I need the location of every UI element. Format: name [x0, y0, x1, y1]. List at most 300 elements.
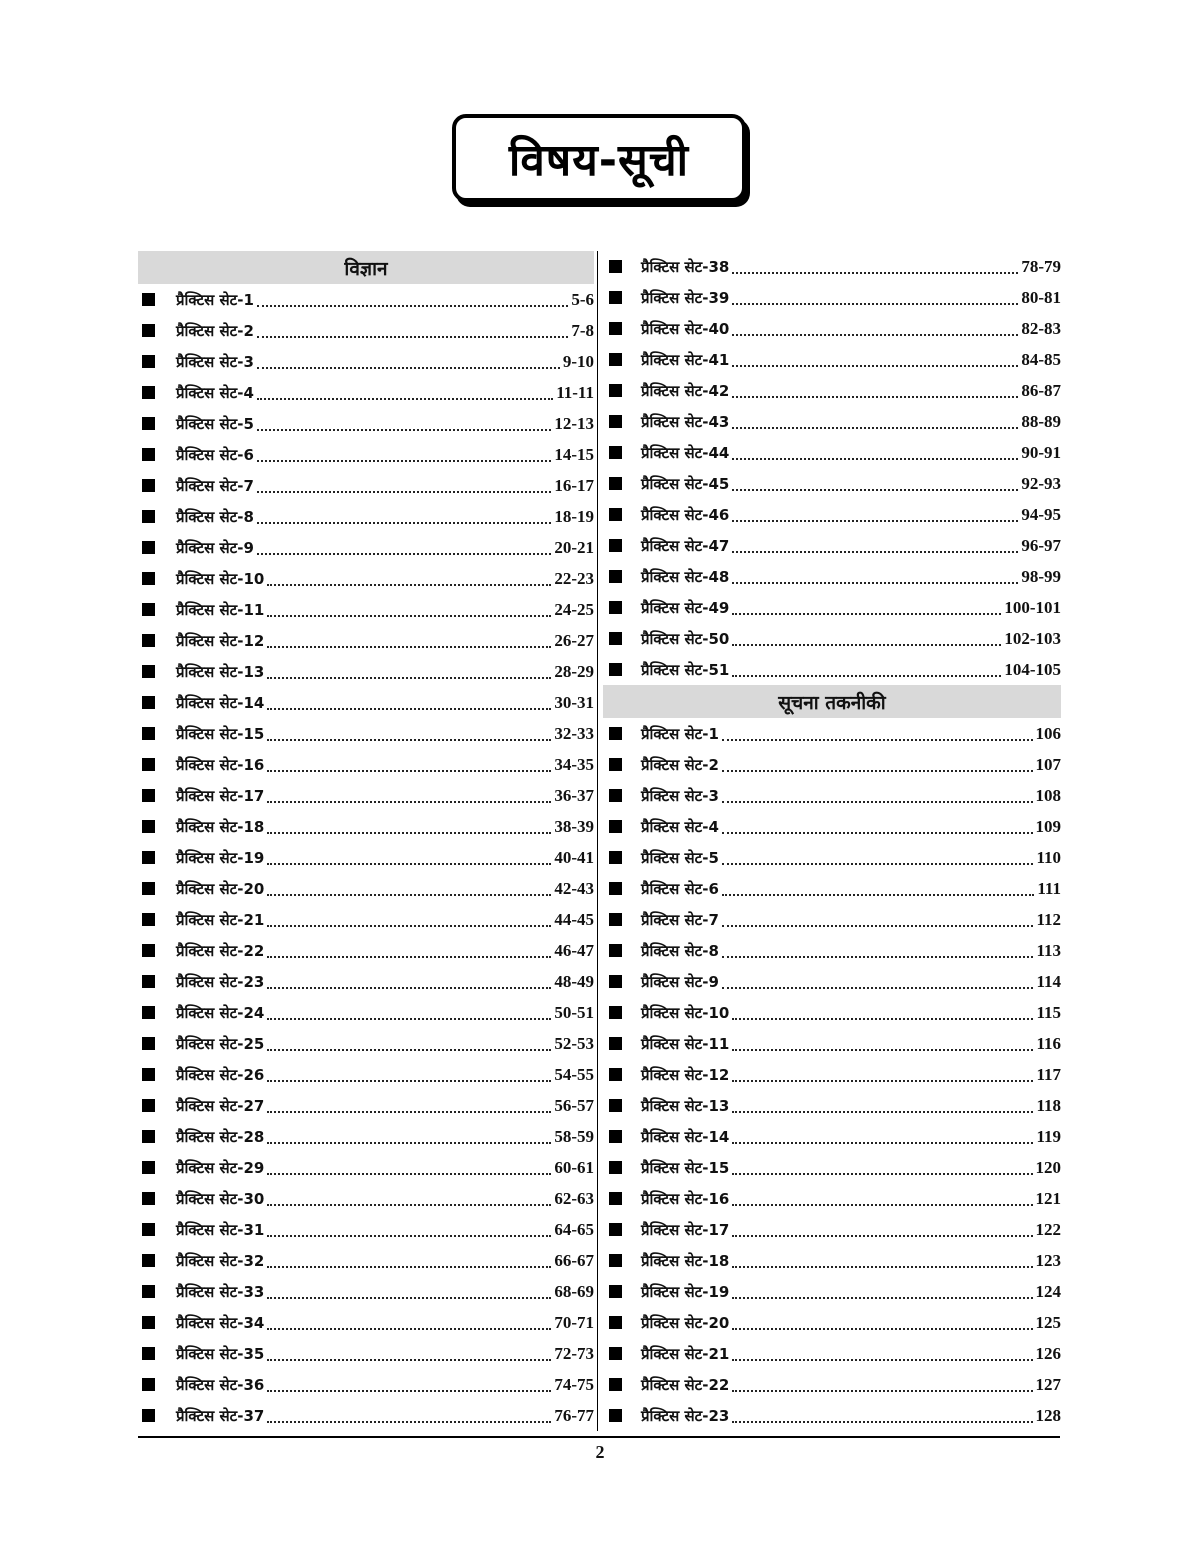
square-bullet-icon: [142, 975, 155, 988]
entry-pages: 120: [1035, 1157, 1061, 1177]
toc-entry-it: [603, 873, 1061, 904]
square-bullet-icon: [142, 665, 155, 678]
toc-entry-science: [138, 532, 594, 563]
toc-entry-it: [603, 1276, 1061, 1307]
entry-label: प्रैक्टिस सेट-40: [641, 319, 730, 338]
entry-pages: 38-39: [554, 816, 594, 836]
dot-leader: [722, 724, 1033, 741]
entry-label: प्रैक्टिस सेट-13: [176, 662, 265, 681]
dot-leader: [732, 1313, 1032, 1330]
entry-pages: 44-45: [554, 909, 594, 929]
entry-label: प्रैक्टिस सेट-16: [641, 1189, 730, 1208]
entry-pages: 128: [1035, 1405, 1061, 1425]
toc-entry-science: [138, 1059, 594, 1090]
toc-entry-science: [138, 656, 594, 687]
entry-label: प्रैक्टिस सेट-49: [641, 598, 730, 617]
entry-pages: 90-91: [1021, 442, 1061, 462]
square-bullet-icon: [142, 386, 155, 399]
entry-label: प्रैक्टिस सेट-8: [641, 941, 719, 960]
entry-pages: 114: [1036, 971, 1061, 991]
square-bullet-icon: [609, 632, 622, 645]
square-bullet-icon: [609, 477, 622, 490]
entry-pages: 18-19: [554, 506, 594, 526]
entry-label: प्रैक्टिस सेट-24: [176, 1003, 265, 1022]
toc-entry-science: [138, 873, 594, 904]
dot-leader: [732, 257, 1018, 274]
toc-entry-science: [603, 499, 1061, 530]
entry-label: प्रैक्टिस सेट-31: [176, 1220, 265, 1239]
square-bullet-icon: [609, 913, 622, 926]
dot-leader: [257, 321, 568, 338]
square-bullet-icon: [609, 882, 622, 895]
square-bullet-icon: [142, 1316, 155, 1329]
entry-pages: 88-89: [1021, 411, 1061, 431]
dot-leader: [267, 1313, 551, 1330]
toc-entry-science: [138, 1369, 594, 1400]
toc-entry-science: [138, 625, 594, 656]
square-bullet-icon: [609, 727, 622, 740]
entry-pages: 121: [1035, 1188, 1061, 1208]
entry-label: प्रैक्टिस सेट-14: [176, 693, 265, 712]
square-bullet-icon: [142, 634, 155, 647]
entry-label: प्रैक्टिस सेट-8: [176, 507, 254, 526]
entry-label: प्रैक्टिस सेट-6: [641, 879, 719, 898]
entry-label: प्रैक्टिस सेट-11: [176, 600, 265, 619]
entry-label: प्रैक्टिस सेट-29: [176, 1158, 265, 1177]
entry-pages: 26-27: [554, 630, 594, 650]
dot-leader: [732, 1158, 1032, 1175]
square-bullet-icon: [142, 1409, 155, 1422]
entry-pages: 20-21: [554, 537, 594, 557]
entry-label: प्रैक्टिस सेट-22: [641, 1375, 730, 1394]
dot-leader: [267, 1282, 551, 1299]
entry-pages: 52-53: [554, 1033, 594, 1053]
entry-pages: 7-8: [571, 320, 594, 340]
dot-leader: [732, 1282, 1032, 1299]
toc-entry-science: [603, 437, 1061, 468]
entry-label: प्रैक्टिस सेट-33: [176, 1282, 265, 1301]
toc-entry-science: [138, 842, 594, 873]
square-bullet-icon: [609, 1099, 622, 1112]
entry-label: प्रैक्टिस सेट-3: [641, 786, 719, 805]
dot-leader: [267, 1251, 551, 1268]
entry-label: प्रैक्टिस सेट-10: [641, 1003, 730, 1022]
square-bullet-icon: [142, 417, 155, 430]
dot-leader: [732, 1065, 1033, 1082]
entry-pages: 110: [1036, 847, 1061, 867]
entry-label: प्रैक्टिस सेट-20: [641, 1313, 730, 1332]
dot-leader: [267, 693, 551, 710]
dot-leader: [267, 1406, 551, 1423]
square-bullet-icon: [609, 851, 622, 864]
dot-leader: [267, 848, 551, 865]
entry-pages: 84-85: [1021, 349, 1061, 369]
entry-pages: 112: [1036, 909, 1061, 929]
dot-leader: [732, 443, 1018, 460]
toc-entry-science: [138, 501, 594, 532]
dot-leader: [732, 1189, 1032, 1206]
toc-entry-it: [603, 1400, 1061, 1431]
entry-label: प्रैक्टिस सेट-41: [641, 350, 730, 369]
entry-pages: 68-69: [554, 1281, 594, 1301]
square-bullet-icon: [142, 1192, 155, 1205]
dot-leader: [732, 474, 1018, 491]
entry-label: प्रैक्टिस सेट-15: [641, 1158, 730, 1177]
entry-pages: 48-49: [554, 971, 594, 991]
dot-leader: [732, 350, 1018, 367]
square-bullet-icon: [142, 1068, 155, 1081]
entry-pages: 92-93: [1021, 473, 1061, 493]
entry-label: प्रैक्टिस सेट-42: [641, 381, 730, 400]
entry-label: प्रैक्टिस सेट-39: [641, 288, 730, 307]
toc-entry-it: [603, 811, 1061, 842]
toc-entry-science: [138, 439, 594, 470]
square-bullet-icon: [142, 541, 155, 554]
toc-entry-science: [603, 592, 1061, 623]
dot-leader: [267, 569, 551, 586]
square-bullet-icon: [142, 820, 155, 833]
dot-leader: [732, 1127, 1033, 1144]
toc-entry-science: [138, 1245, 594, 1276]
entry-label: प्रैक्टिस सेट-14: [641, 1127, 730, 1146]
entry-pages: 58-59: [554, 1126, 594, 1146]
entry-label: प्रैक्टिस सेट-15: [176, 724, 265, 743]
column-divider: [597, 251, 598, 1431]
entry-label: प्रैक्टिस सेट-4: [176, 383, 254, 402]
dot-leader: [732, 1003, 1033, 1020]
square-bullet-icon: [142, 882, 155, 895]
entry-pages: 28-29: [554, 661, 594, 681]
entry-pages: 100-101: [1004, 597, 1061, 617]
toc-entry-it: [603, 1183, 1061, 1214]
entry-label: प्रैक्टिस सेट-5: [641, 848, 719, 867]
square-bullet-icon: [142, 1378, 155, 1391]
square-bullet-icon: [142, 510, 155, 523]
dot-leader: [267, 662, 551, 679]
entry-label: प्रैक्टिस सेट-34: [176, 1313, 265, 1332]
entry-label: प्रैक्टिस सेट-21: [641, 1344, 730, 1363]
dot-leader: [267, 631, 551, 648]
square-bullet-icon: [609, 663, 622, 676]
dot-leader: [267, 1034, 551, 1051]
toc-entry-it: [603, 1338, 1061, 1369]
dot-leader: [732, 1375, 1032, 1392]
toc-entry-science: [138, 966, 594, 997]
entry-label: प्रैक्टिस सेट-46: [641, 505, 730, 524]
section-heading-science: विज्ञान: [138, 251, 594, 284]
entry-label: प्रैक्टिस सेट-17: [176, 786, 265, 805]
dot-leader: [732, 412, 1018, 429]
entry-label: प्रैक्टिस सेट-9: [176, 538, 254, 557]
entry-pages: 115: [1036, 1002, 1061, 1022]
toc-entry-science: [603, 375, 1061, 406]
entry-label: प्रैक्टिस सेट-27: [176, 1096, 265, 1115]
entry-pages: 127: [1035, 1374, 1061, 1394]
square-bullet-icon: [609, 601, 622, 614]
square-bullet-icon: [142, 758, 155, 771]
toc-entry-it: [603, 904, 1061, 935]
entry-label: प्रैक्टिस सेट-1: [176, 290, 254, 309]
square-bullet-icon: [609, 446, 622, 459]
dot-leader: [267, 1065, 551, 1082]
entry-label: प्रैक्टिस सेट-36: [176, 1375, 265, 1394]
toc-entry-science: [138, 377, 594, 408]
square-bullet-icon: [609, 539, 622, 552]
square-bullet-icon: [609, 415, 622, 428]
square-bullet-icon: [142, 1223, 155, 1236]
entry-label: प्रैक्टिस सेट-23: [176, 972, 265, 991]
entry-label: प्रैक्टिस सेट-44: [641, 443, 730, 462]
entry-pages: 60-61: [554, 1157, 594, 1177]
dot-leader: [732, 1034, 1033, 1051]
square-bullet-icon: [609, 1068, 622, 1081]
entry-pages: 12-13: [554, 413, 594, 433]
entry-pages: 74-75: [554, 1374, 594, 1394]
square-bullet-icon: [142, 603, 155, 616]
entry-label: प्रैक्टिस सेट-13: [641, 1096, 730, 1115]
dot-leader: [722, 786, 1033, 803]
dot-leader: [732, 319, 1018, 336]
entry-pages: 98-99: [1021, 566, 1061, 586]
square-bullet-icon: [609, 758, 622, 771]
square-bullet-icon: [609, 384, 622, 397]
entry-pages: 94-95: [1021, 504, 1061, 524]
entry-pages: 118: [1036, 1095, 1061, 1115]
dot-leader: [267, 1003, 551, 1020]
square-bullet-icon: [609, 1347, 622, 1360]
entry-pages: 80-81: [1021, 287, 1061, 307]
entry-label: प्रैक्टिस सेट-19: [641, 1282, 730, 1301]
toc-entry-science: [138, 687, 594, 718]
toc-entry-science: [138, 594, 594, 625]
toc-entry-science: [138, 470, 594, 501]
square-bullet-icon: [142, 944, 155, 957]
toc-entry-science: [138, 346, 594, 377]
toc-entry-it: [603, 1369, 1061, 1400]
square-bullet-icon: [609, 291, 622, 304]
square-bullet-icon: [609, 1285, 622, 1298]
entry-label: प्रैक्टिस सेट-43: [641, 412, 730, 431]
square-bullet-icon: [609, 322, 622, 335]
entry-label: प्रैक्टिस सेट-30: [176, 1189, 265, 1208]
entry-pages: 36-37: [554, 785, 594, 805]
toc-entry-science: [138, 904, 594, 935]
dot-leader: [722, 879, 1034, 896]
entry-label: प्रैक्टिस सेट-37: [176, 1406, 265, 1425]
entry-pages: 76-77: [554, 1405, 594, 1425]
dot-leader: [732, 629, 1001, 646]
toc-entry-it: [603, 935, 1061, 966]
dot-leader: [267, 1127, 551, 1144]
dot-leader: [732, 1406, 1032, 1423]
square-bullet-icon: [609, 1378, 622, 1391]
dot-leader: [732, 1251, 1032, 1268]
dot-leader: [267, 910, 551, 927]
toc-entry-science: [138, 1338, 594, 1369]
entry-label: प्रैक्टिस सेट-38: [641, 257, 730, 276]
dot-leader: [267, 1158, 551, 1175]
dot-leader: [722, 972, 1034, 989]
entry-label: प्रैक्टिस सेट-50: [641, 629, 730, 648]
entry-pages: 64-65: [554, 1219, 594, 1239]
entry-label: प्रैक्टिस सेट-32: [176, 1251, 265, 1270]
entry-label: प्रैक्टिस सेट-22: [176, 941, 265, 960]
toc-entry-it: [603, 966, 1061, 997]
dot-leader: [267, 1344, 551, 1361]
entry-pages: 42-43: [554, 878, 594, 898]
entry-pages: 111: [1037, 878, 1061, 898]
toc-entry-science: [603, 623, 1061, 654]
square-bullet-icon: [609, 1223, 622, 1236]
square-bullet-icon: [609, 975, 622, 988]
entry-label: प्रैक्टिस सेट-5: [176, 414, 254, 433]
square-bullet-icon: [609, 789, 622, 802]
toc-entry-science: [138, 408, 594, 439]
footer-rule: [138, 1436, 1060, 1438]
entry-pages: 34-35: [554, 754, 594, 774]
entry-pages: 70-71: [554, 1312, 594, 1332]
square-bullet-icon: [142, 1254, 155, 1267]
entry-pages: 14-15: [554, 444, 594, 464]
dot-leader: [257, 538, 551, 555]
dot-leader: [257, 476, 551, 493]
entry-pages: 86-87: [1021, 380, 1061, 400]
toc-entry-science: [138, 1400, 594, 1431]
entry-pages: 109: [1035, 816, 1061, 836]
dot-leader: [267, 600, 551, 617]
entry-label: प्रैक्टिस सेट-25: [176, 1034, 265, 1053]
entry-pages: 40-41: [554, 847, 594, 867]
toc-entry-science: [603, 344, 1061, 375]
entry-pages: 5-6: [571, 289, 594, 309]
entry-pages: 72-73: [554, 1343, 594, 1363]
entry-pages: 50-51: [554, 1002, 594, 1022]
toc-entry-it: [603, 718, 1061, 749]
entry-label: प्रैक्टिस सेट-3: [176, 352, 254, 371]
toc-entry-science: [603, 530, 1061, 561]
dot-leader: [267, 1375, 551, 1392]
entry-pages: 32-33: [554, 723, 594, 743]
toc-entry-it: [603, 1121, 1061, 1152]
dot-leader: [257, 445, 551, 462]
toc-entry-science: [138, 997, 594, 1028]
toc-entry-science: [138, 1028, 594, 1059]
square-bullet-icon: [142, 1161, 155, 1174]
dot-leader: [722, 848, 1034, 865]
entry-label: प्रैक्टिस सेट-7: [641, 910, 719, 929]
square-bullet-icon: [142, 1037, 155, 1050]
toc-entry-science: [603, 654, 1061, 685]
entry-label: प्रैक्टिस सेट-47: [641, 536, 730, 555]
dot-leader: [267, 786, 551, 803]
entry-pages: 16-17: [554, 475, 594, 495]
entry-pages: 56-57: [554, 1095, 594, 1115]
entry-label: प्रैक्टिस सेट-2: [176, 321, 254, 340]
square-bullet-icon: [609, 1192, 622, 1205]
entry-pages: 82-83: [1021, 318, 1061, 338]
entry-pages: 104-105: [1004, 659, 1061, 679]
entry-pages: 116: [1036, 1033, 1061, 1053]
square-bullet-icon: [142, 1285, 155, 1298]
entry-label: प्रैक्टिस सेट-9: [641, 972, 719, 991]
dot-leader: [267, 879, 551, 896]
entry-pages: 117: [1036, 1064, 1061, 1084]
title-box: [452, 114, 746, 202]
entry-pages: 113: [1036, 940, 1061, 960]
dot-leader: [732, 536, 1018, 553]
entry-label: प्रैक्टिस सेट-2: [641, 755, 719, 774]
toc-entry-science: [138, 935, 594, 966]
square-bullet-icon: [142, 1130, 155, 1143]
toc-entry-it: [603, 1028, 1061, 1059]
entry-label: प्रैक्टिस सेट-21: [176, 910, 265, 929]
section-heading-it: सूचना तकनीकी: [603, 685, 1061, 718]
square-bullet-icon: [142, 851, 155, 864]
entry-pages: 78-79: [1021, 256, 1061, 276]
toc-entry-it: [603, 1090, 1061, 1121]
dot-leader: [257, 352, 560, 369]
dot-leader: [257, 290, 568, 307]
entry-label: प्रैक्टिस सेट-18: [641, 1251, 730, 1270]
entry-pages: 96-97: [1021, 535, 1061, 555]
dot-leader: [267, 1220, 551, 1237]
entry-pages: 119: [1036, 1126, 1061, 1146]
toc-entry-science: [138, 1183, 594, 1214]
entry-label: प्रैक्टिस सेट-45: [641, 474, 730, 493]
toc-entry-science: [138, 1214, 594, 1245]
entry-pages: 126: [1035, 1343, 1061, 1363]
dot-leader: [722, 910, 1034, 927]
entry-label: प्रैक्टिस सेट-23: [641, 1406, 730, 1425]
entry-label: प्रैक्टिस सेट-48: [641, 567, 730, 586]
toc-entry-science: [603, 282, 1061, 313]
dot-leader: [257, 414, 551, 431]
square-bullet-icon: [142, 1006, 155, 1019]
toc-entry-science: [138, 811, 594, 842]
square-bullet-icon: [142, 727, 155, 740]
toc-entry-it: [603, 1152, 1061, 1183]
toc-entry-science: [138, 749, 594, 780]
entry-label: प्रैक्टिस सेट-28: [176, 1127, 265, 1146]
toc-entry-science: [138, 315, 594, 346]
toc-entry-science: [138, 1307, 594, 1338]
dot-leader: [732, 1096, 1033, 1113]
dot-leader: [267, 1189, 551, 1206]
toc-entry-science: [138, 780, 594, 811]
toc-entry-it: [603, 842, 1061, 873]
entry-label: प्रैक्टिस सेट-16: [176, 755, 265, 774]
entry-pages: 30-31: [554, 692, 594, 712]
square-bullet-icon: [609, 353, 622, 366]
entry-label: प्रैक्टिस सेट-35: [176, 1344, 265, 1363]
dot-leader: [732, 381, 1018, 398]
square-bullet-icon: [142, 293, 155, 306]
entry-label: प्रैक्टिस सेट-18: [176, 817, 265, 836]
toc-entry-science: [603, 251, 1061, 282]
square-bullet-icon: [142, 789, 155, 802]
square-bullet-icon: [609, 1161, 622, 1174]
square-bullet-icon: [609, 260, 622, 273]
entry-pages: 46-47: [554, 940, 594, 960]
entry-label: प्रैक्टिस सेट-20: [176, 879, 265, 898]
square-bullet-icon: [609, 1316, 622, 1329]
dot-leader: [267, 972, 551, 989]
entry-pages: 125: [1035, 1312, 1061, 1332]
square-bullet-icon: [142, 448, 155, 461]
dot-leader: [732, 567, 1018, 584]
toc-entry-science: [138, 1152, 594, 1183]
entry-label: प्रैक्टिस सेट-17: [641, 1220, 730, 1239]
